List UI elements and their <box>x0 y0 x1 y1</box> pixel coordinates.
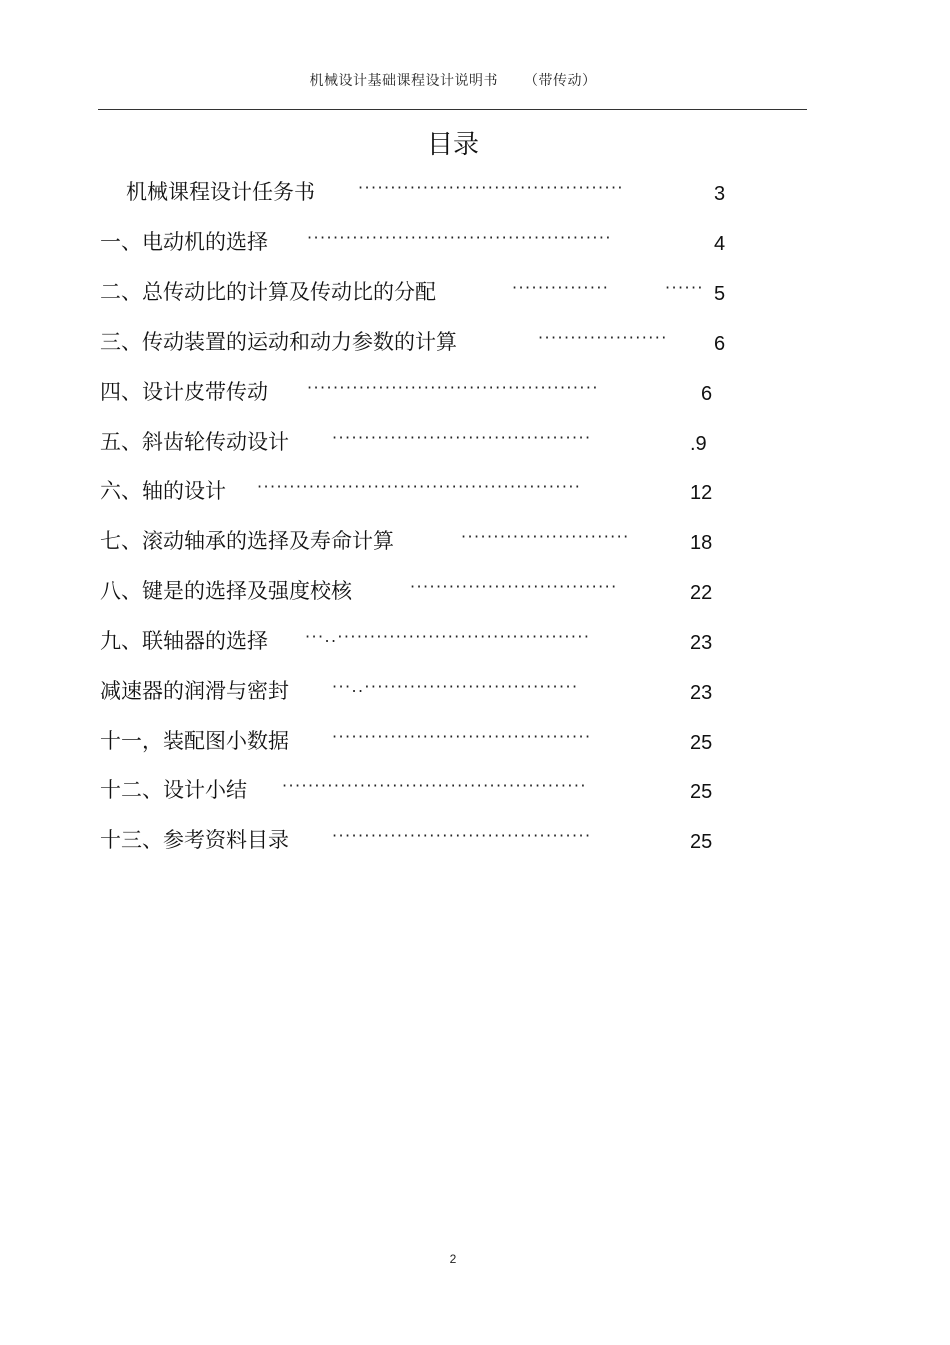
running-header <box>0 70 906 90</box>
toc-entry-label: 七、滚动轴承的选择及寿命计算 <box>100 529 394 553</box>
toc-entry <box>0 225 950 259</box>
toc-entry <box>0 624 950 658</box>
toc-entry-label: 四、设计皮带传动 <box>100 380 268 404</box>
toc-entry-page: 6 <box>701 383 713 405</box>
header-rule <box>98 109 807 110</box>
toc-entry-leader: ········································· <box>358 178 624 197</box>
toc-entry-page: 3 <box>714 183 726 205</box>
toc-entry-page: 23 <box>690 682 713 704</box>
toc-entry-leader: ···..································· <box>332 677 579 696</box>
toc-title: 目录 <box>426 130 479 160</box>
toc-entry-leader: ···················· <box>538 328 668 347</box>
toc-entry-label: 九、联轴器的选择 <box>100 629 268 653</box>
toc-entry-page: 25 <box>690 781 713 803</box>
toc-entry <box>0 474 950 508</box>
toc-entry-page: 25 <box>690 732 713 754</box>
toc-entry-page: 5 <box>714 283 726 305</box>
toc-entry-leader: ··············································· <box>282 776 587 795</box>
running-header-title: 机械设计基础课程设计说明书 <box>309 73 498 89</box>
toc-entry-label: 六、轴的设计 <box>100 479 226 503</box>
toc-entry <box>0 674 950 708</box>
toc-entry-label: 一、电动机的选择 <box>100 230 268 254</box>
toc-entry <box>0 524 950 558</box>
toc-entry-page: 22 <box>690 582 713 604</box>
toc-entry-page: 6 <box>714 333 726 355</box>
toc-entry-leader: ··············································· <box>307 228 612 247</box>
toc-entry-label: 八、键是的选择及强度校核 <box>100 579 352 603</box>
toc-entry-label: 十二、设计小结 <box>100 778 247 802</box>
toc-entry-label: 机械课程设计任务书 <box>126 180 315 204</box>
toc-entry-label: 十三、参考资料目录 <box>100 828 289 852</box>
toc-entry-leader: ································ <box>410 577 618 596</box>
toc-entry-leader: ········································ <box>332 727 592 746</box>
toc-entry-leader: ··············· <box>512 278 610 297</box>
toc-entry-label: 五、斜齿轮传动设计 <box>100 430 289 454</box>
toc-entry-label: 十一，装配图小数据 <box>100 729 289 753</box>
page-number: 2 <box>449 1252 457 1266</box>
toc-entry-page: .9 <box>690 433 707 455</box>
toc-entry-page: 23 <box>690 632 713 654</box>
toc-entry-leader: ········································ <box>332 428 592 447</box>
toc-entry <box>0 325 950 359</box>
toc-entry-page: 4 <box>714 233 726 255</box>
toc-entry-leader: ········································ <box>332 826 592 845</box>
toc-entry-leader: ············································· <box>307 378 599 397</box>
toc-entry <box>0 823 950 857</box>
toc-entry <box>0 375 950 409</box>
toc-entry-label: 二、总传动比的计算及传动比的分配 <box>100 280 436 304</box>
toc-entry <box>0 574 950 608</box>
toc-entry-label: 减速器的润滑与密封 <box>100 679 289 703</box>
toc-entry <box>0 773 950 807</box>
toc-entry-label: 三、传动装置的运动和动力参数的计算 <box>100 330 457 354</box>
toc-entry-leader: ·················································· <box>257 477 582 496</box>
toc-entry-leader-continued: ······ <box>665 278 704 297</box>
toc-entry-page: 12 <box>690 482 713 504</box>
toc-entry <box>0 724 950 758</box>
toc-entry <box>0 175 950 209</box>
toc-entry <box>0 275 950 309</box>
toc-entry-page: 25 <box>690 831 713 853</box>
toc-entry-leader: ·························· <box>461 527 630 546</box>
toc-entry-leader: ···..······································· <box>305 627 591 646</box>
running-header-subtitle: （带传动） <box>524 73 597 89</box>
toc-entry-page: 18 <box>690 532 713 554</box>
toc-entry <box>0 425 950 459</box>
